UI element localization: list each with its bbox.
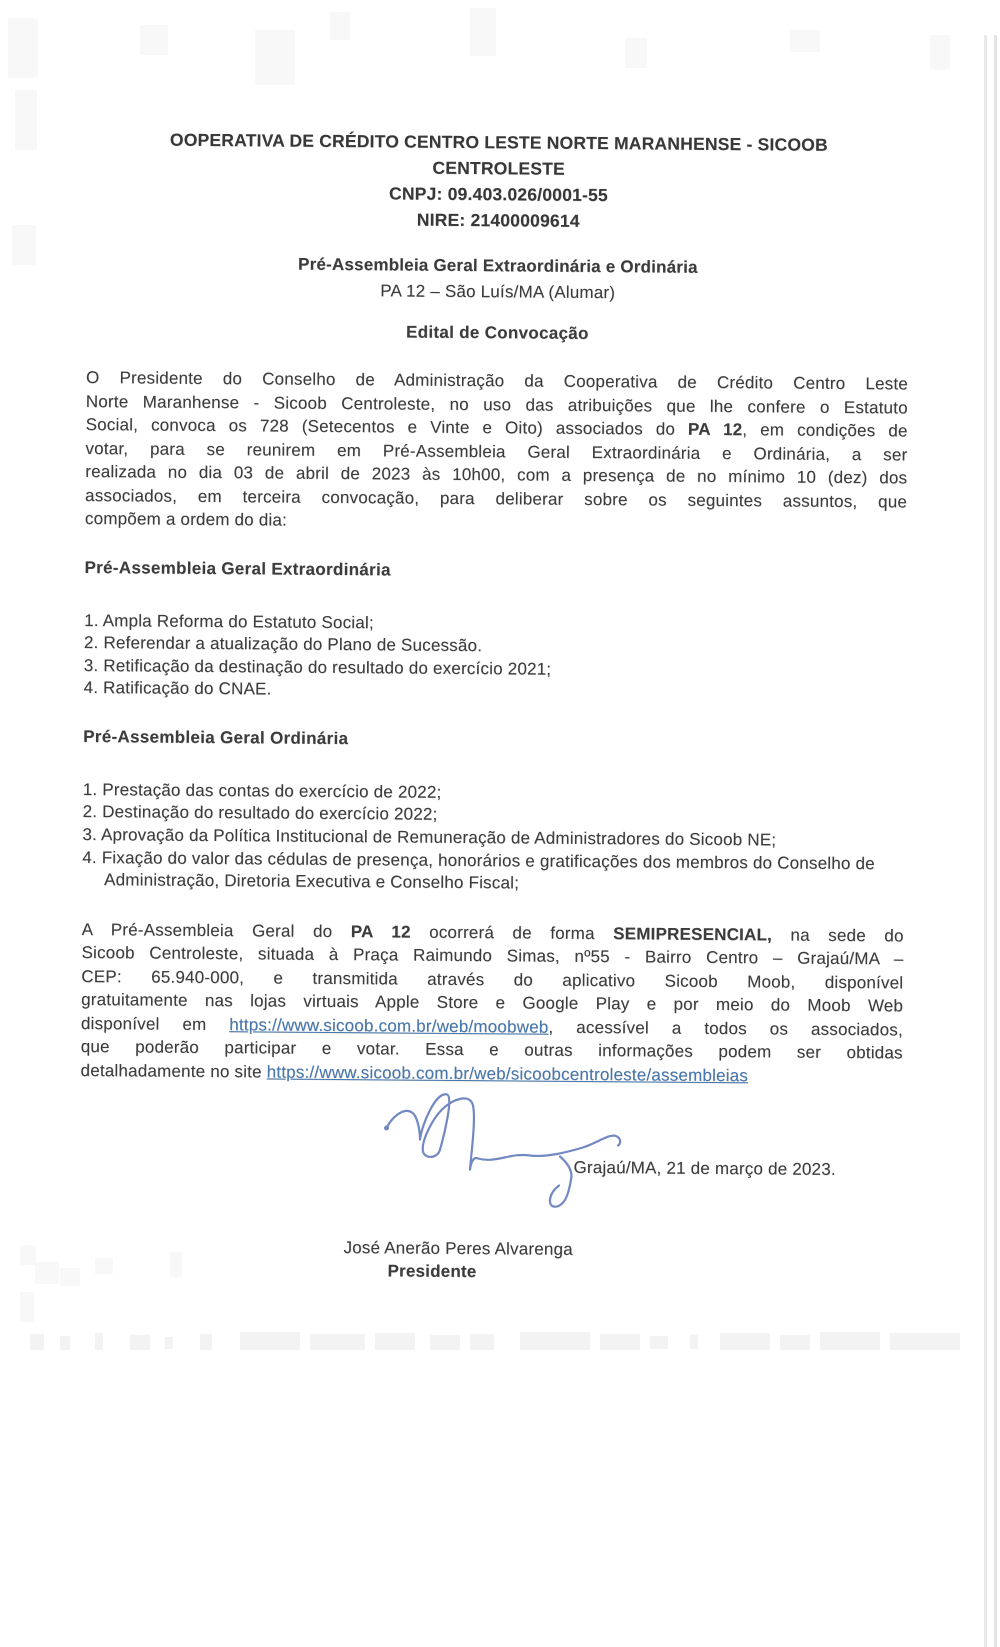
text-line: CEP: 65.940-000, e transmitida através do aplicativo Sicoob Moob, disponível [81, 966, 904, 993]
meeting-title: Pré-Assembleia Geral Extraordinária e Ordinária [298, 254, 698, 277]
cnpj-line: CNPJ: 09.403.026/0001-55 [388, 183, 608, 206]
scan-artifact [95, 1258, 113, 1274]
document-title: Edital de Convocação [405, 322, 589, 343]
scan-artifact [60, 1336, 70, 1350]
scan-edge-line [984, 35, 987, 1647]
scan-artifact [690, 1335, 698, 1349]
text-line: associados, em terceira convocação, para deliberar sobre os seguintes assuntos, que [85, 485, 908, 511]
scan-artifact [780, 1335, 810, 1350]
text-line: O Presidente do Conselho de Administração da Cooperativa de Crédito Centro Leste [85, 367, 909, 394]
organization-name-line1: OOPERATIVA DE CRÉDITO CENTRO LESTE NORTE MARANHENSE - SICOOB [169, 129, 828, 155]
scan-artifact [240, 1332, 300, 1350]
closing-paragraph [80, 918, 903, 1089]
text-line: Sicoob Centroleste, situada à Praça Raimundo Simas, nº55 - Bairro Centro – Grajaú/MA – [81, 943, 904, 969]
list-item: 2. Destinação do resultado do exercício 2022; [82, 802, 438, 825]
scan-artifact [310, 1334, 365, 1350]
scan-artifact [600, 1334, 640, 1350]
scan-artifact [165, 1337, 173, 1349]
scan-artifact [130, 1335, 150, 1350]
text-line: gratuitamente nas lojas virtuais Apple Store e Google Play e por meio do Moob Web [81, 990, 904, 1016]
text-line: votar, para se reunirem em Pré-Assembleia Geral Extraordinária e Ordinária, a ser [85, 438, 908, 464]
scan-artifact [20, 1292, 34, 1322]
list-item: 1. Prestação das contas do exercício de 2022; [82, 779, 442, 802]
scan-artifact [30, 1334, 44, 1350]
scan-artifact [790, 30, 820, 52]
meeting-header [87, 250, 909, 308]
scan-artifact [625, 38, 647, 68]
list-item: 4. Ratificação do CNAE. [83, 678, 272, 699]
section-heading-extraordinaria: Pré-Assembleia Geral Extraordinária [84, 557, 391, 579]
scan-artifact [470, 1334, 494, 1350]
scan-artifact [140, 25, 168, 55]
signature-block [333, 1236, 583, 1284]
nire-line: NIRE: 21400009614 [416, 209, 580, 231]
signer-name: José Anerão Peres Alvarenga [343, 1238, 573, 1260]
text-line: detalhadamente no site https://www.sicoob.com.br/web/sicoobcentroleste/assembleias [80, 1060, 749, 1086]
scan-artifact [820, 1332, 880, 1350]
signer-role: Presidente [387, 1261, 477, 1282]
scan-artifact [470, 8, 496, 56]
list-item: 2. Referendar a atualização do Plano de Sucessão. [83, 633, 483, 656]
scan-artifact [375, 1333, 415, 1350]
scan-edge-line [994, 35, 997, 1647]
scan-artifact [170, 1252, 182, 1278]
scan-artifact [330, 12, 350, 40]
hyperlink[interactable]: https://www.sicoob.com.br/web/sicoobcentroleste/assembleias [266, 1062, 749, 1086]
handwritten-signature [370, 1088, 630, 1216]
list-item: 3. Retificação da destinação do resultado do exercício 2021; [83, 655, 552, 679]
scan-artifact [12, 225, 36, 265]
agenda-list-ordinaria [82, 779, 905, 898]
text-line: que poderão participar e votar. Essa e outras informações podem ser obtidas [80, 1037, 903, 1063]
scan-artifact [60, 1268, 80, 1286]
list-item: 1. Ampla Reforma do Estatuto Social; [84, 610, 374, 632]
list-item: 4. Fixação do valor das cédulas de presença, honorários e gratificações dos membros do Conselho de Administração, Diretoria Executiva e Conselho Fiscal; [82, 847, 875, 893]
text-line: realizada no dia 03 de abril de 2023 às 10h00, com a presença de no mínimo 10 (dez) dos [85, 461, 908, 488]
scan-artifact [8, 18, 38, 78]
scan-artifact [720, 1333, 770, 1350]
scan-artifact [15, 90, 37, 150]
list-item: 3. Aprovação da Política Institucional de Remuneração de Administradores do Sicoob NE; [82, 825, 777, 850]
scan-artifact [255, 30, 295, 85]
text-line: Social, convoca os 728 (Setecentos e Vinte e Oito) associados do PA 12, em condições de [85, 414, 908, 441]
scan-artifact [35, 1262, 59, 1284]
text-line: A Pré-Assembleia Geral do PA 12 ocorrerá de forma SEMIPRESENCIAL, na sede do [81, 919, 904, 946]
scan-artifact [890, 1333, 960, 1350]
scan-artifact [200, 1334, 212, 1350]
scan-artifact [430, 1335, 460, 1350]
text-line: disponível em https://www.sicoob.com.br/web/moobweb, acessível a todos os associados, [80, 1013, 903, 1040]
date-place-line: Grajaú/MA, 21 de março de 2023. [573, 1158, 836, 1180]
organization-name-line2: CENTROLESTE [432, 157, 566, 179]
text-line: Norte Maranhense - Sicoob Centroleste, no uso das atribuições que lhe confere o Estatuto [85, 391, 908, 417]
agenda-list-extraordinaria [83, 609, 906, 706]
meeting-subtitle: PA 12 – São Luís/MA (Alumar) [380, 281, 616, 303]
scan-artifact [520, 1332, 590, 1350]
scan-artifact [930, 35, 950, 70]
scan-artifact [650, 1336, 668, 1349]
opening-paragraph [85, 366, 908, 537]
section-heading-ordinaria: Pré-Assembleia Geral Ordinária [83, 726, 349, 748]
organization-header [87, 126, 910, 236]
scan-artifact [20, 1245, 36, 1265]
hyperlink[interactable]: https://www.sicoob.com.br/web/moobweb [229, 1014, 549, 1037]
scan-artifact [95, 1333, 103, 1350]
text-line: compõem a ordem do dia: [84, 508, 288, 530]
